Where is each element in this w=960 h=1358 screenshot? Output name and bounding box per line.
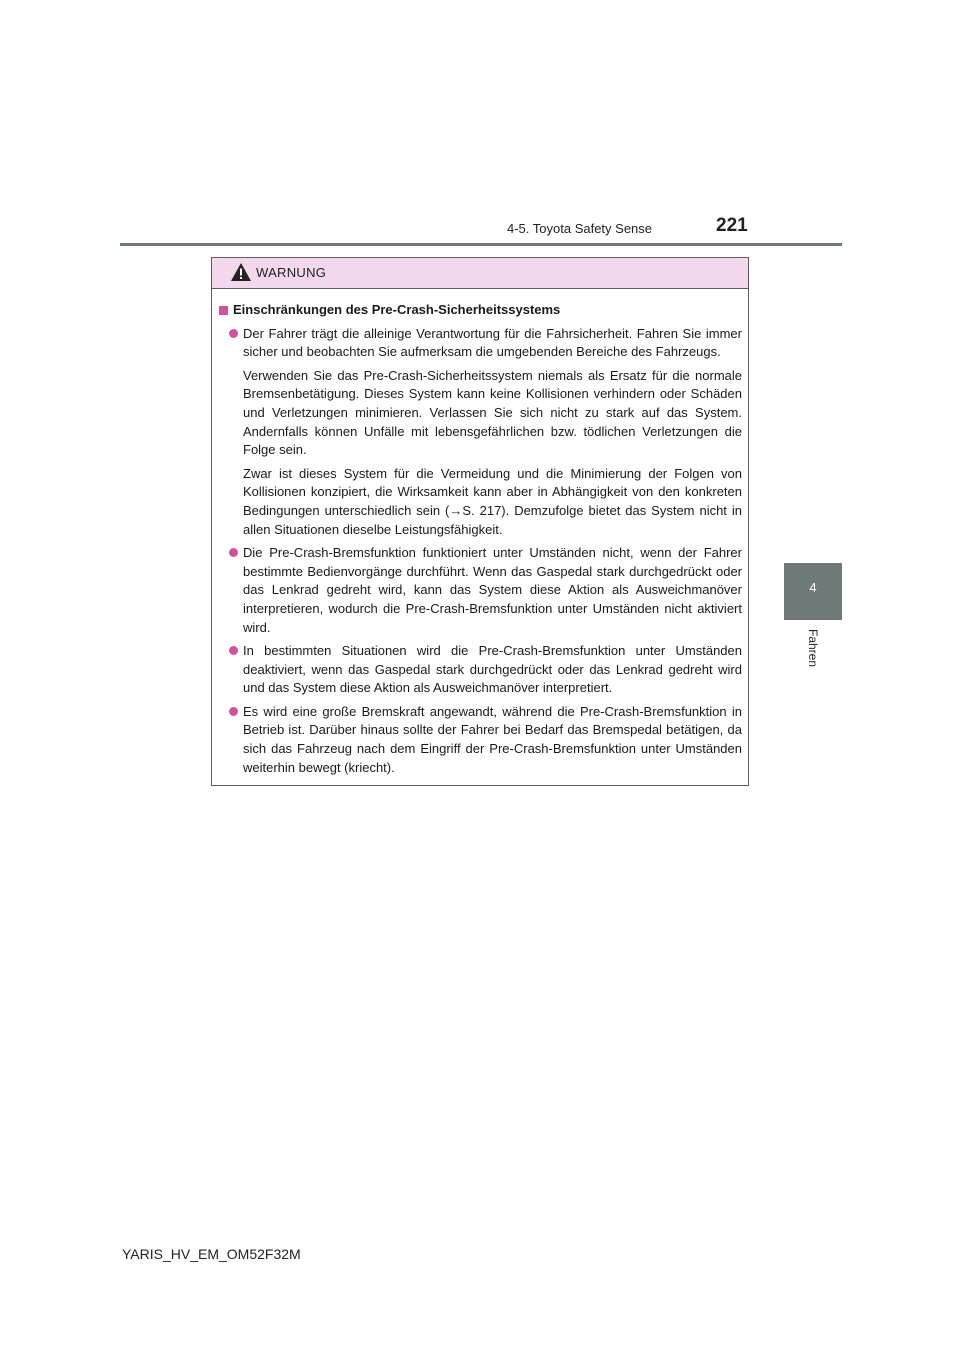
warning-box [211,257,749,786]
warning-body [212,289,748,777]
list-item-text: In bestimmten Situationen wird die Pre-Crash-Bremsfunktion unter Umständen deaktiviert, wenn das Gaspedal stark durchgedrückt oder das Lenkrad gedreht wird und das System diese Aktion als Ausweichmanöver interpretiert. [243,643,742,696]
document-code: YARIS_HV_EM_OM52F32M [122,1246,301,1262]
section-title: 4-5. Toyota Safety Sense [507,221,653,236]
bullet-icon [229,329,238,338]
bullet-icon [229,548,238,557]
bullet-icon [229,707,238,716]
list-item-text: Es wird eine große Bremskraft angewandt, während die Pre-Crash-Bremsfunktion in Betrieb ist. Darüber hinaus sollte der Fahrer bei Bedarf das Bremspedal betätigen, da sich das Fahrzeug nach dem Eingriff der Pre-Crash-Bremsfunktion unter Umständen weiterhin bewegt (kriecht). [243,703,742,775]
warning-header [212,258,748,289]
header-divider [120,243,842,246]
list-item [219,325,742,362]
paragraph: Zwar ist dieses System für die Vermeidung und die Minimierung der Folgen von Kollisionen konzipiert, die Wirksamkeit kann aber in Abhängigkeit von den konkreten Bedingungen unterschiedlich sein (→S. 217). Demzufolge bietet das System nicht in allen Situationen dieselbe Leistungsfähigkeit. [243,465,742,537]
list-item [219,703,742,777]
list-item-text: Der Fahrer trägt die alleinige Verantwortung für die Fahrsicherheit. Fahren Sie immer sicher und beobachten Sie aufmerksam die umgebenden Bereiche des Fahrzeugs. [243,325,742,360]
chapter-number: 4 [809,580,817,595]
list-item [219,544,742,637]
chapter-label: Fahren [806,628,820,668]
list-item [219,642,742,698]
chapter-tab [784,563,842,620]
paragraph: Verwenden Sie das Pre-Crash-Sicherheitssystem niemals als Ersatz für die normale Bremsenbetätigung. Dieses System kann keine Kollisionen verhindern oder Schäden und Verletzungen minimieren. Verlassen Sie sich nicht zu stark auf das System. Andernfalls können Unfälle mit lebensgefährlichen bzw. tödlichen Verletzungen die Folge sein. [243,367,742,458]
list-item-text: Die Pre-Crash-Bremsfunktion funktioniert unter Umständen nicht, wenn der Fahrer bestimmte Bedienvorgänge durchführt. Wenn das Gaspedal stark durchgedrückt oder das Lenkrad gedreht wird, kann das System diese Aktion als Ausweichmanöver interpretieren, wodurch die Pre-Crash-Bremsfunktion unter Umständen nicht aktiviert wird. [243,545,742,635]
warning-title: WARNUNG [256,265,327,280]
square-bullet-icon [219,306,228,315]
section-heading [219,301,742,320]
page-number: 221 [716,215,748,236]
warning-triangle-icon [230,262,252,282]
bullet-icon [229,646,238,655]
section-heading-text: Einschränkungen des Pre-Crash-Sicherheitssystems [233,302,561,317]
